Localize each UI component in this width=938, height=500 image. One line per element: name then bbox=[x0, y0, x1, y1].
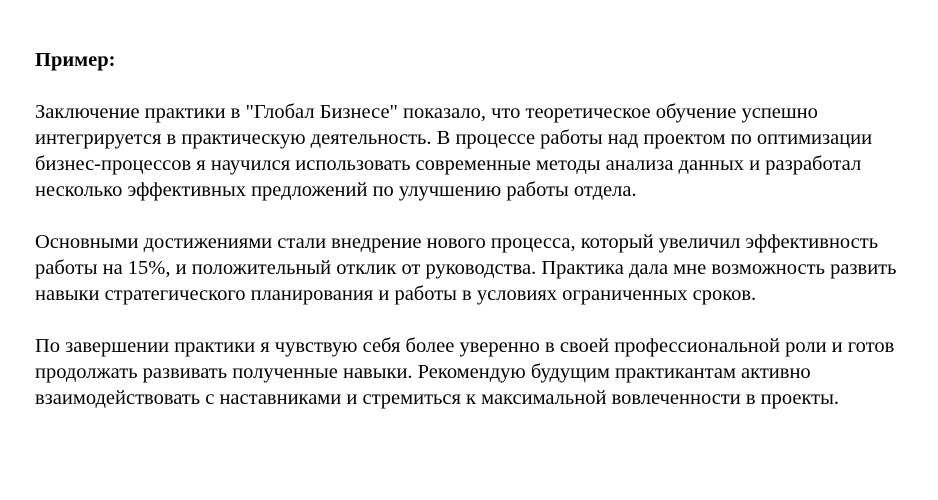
paragraph-achievements: Основными достижениями стали внедрение нового процесса, который увеличил эффективность работы на 15%, и положительный отклик от руководства. Практика дала мне возможность развить навыки стратегического планирования и работы в условиях ограниченных сроков. bbox=[35, 231, 897, 305]
example-heading: Пример: bbox=[35, 49, 116, 71]
document-body bbox=[35, 47, 905, 411]
paragraph-recommendations: По завершении практики я чувствую себя более уверенно в своей профессиональной роли и готов продолжать развивать полученные навыки. Рекомендую будущим практикантам активно взаимодействовать с наставниками и стремиться к максимальной вовлеченности в проекты. bbox=[35, 335, 895, 409]
paragraph-conclusion: Заключение практики в "Глобал Бизнесе" показало, что теоретическое обучение успешно интегрируется в практическую деятельность. В процессе работы над проектом по оптимизации бизнес-процессов я научился использовать современные методы анализа данных и разработал несколько эффективных предложений по улучшению работы отдела. bbox=[35, 101, 873, 201]
